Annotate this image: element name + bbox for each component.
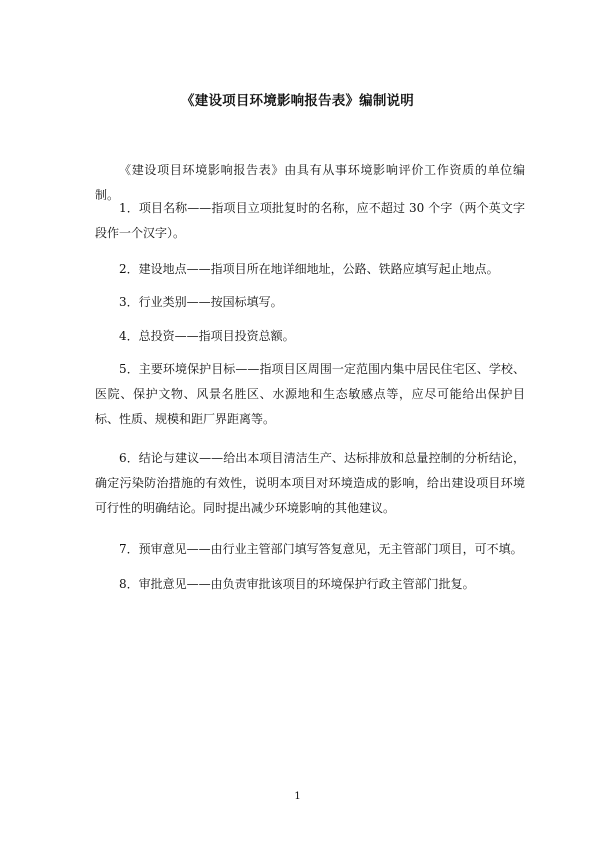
page-number: 1 <box>294 791 301 802</box>
item-construction-site: 2．建设地点——指项目所在地详细地址，公路、铁路应填写起止地点。 <box>119 262 499 276</box>
item-industry-category: 3．行业类别——按国标填写。 <box>119 295 283 309</box>
item-project-name: 1．项目名称——指项目立项批复时的名称，应不超过 30 个字（两个英文字段作一个汉字）。 <box>95 201 525 240</box>
item-preliminary-review: 7．预审意见——由行业主管部门填写答复意见，无主管部门项目，可不填。 <box>119 542 523 556</box>
item-protection-targets: 5．主要环境保护目标——指项目区周围一定范围内集中居民住宅区、学校、医院、保护文物、风景名胜区、水源地和生态敏感点等，应尽可能给出保护目标、性质、规模和距厂界距离等。 <box>95 362 525 426</box>
intro-paragraph: 《建设项目环境影响报告表》由具有从事环境影响评价工作资质的单位编制。 <box>95 163 525 202</box>
item-total-investment: 4．总投资——指项目投资总额。 <box>119 329 295 343</box>
document-title: 《建设项目环境影响报告表》编制说明 <box>181 93 414 109</box>
item-approval-opinion: 8．审批意见——由负责审批该项目的环境保护行政主管部门批复。 <box>119 577 475 591</box>
item-conclusions: 6．结论与建议——给出本项目清洁生产、达标排放和总量控制的分析结论，确定污染防治措施的有效性，说明本项目对环境造成的影响，给出建设项目环境可行性的明确结论。同时提出减少环境影响的其他建议。 <box>95 451 525 515</box>
